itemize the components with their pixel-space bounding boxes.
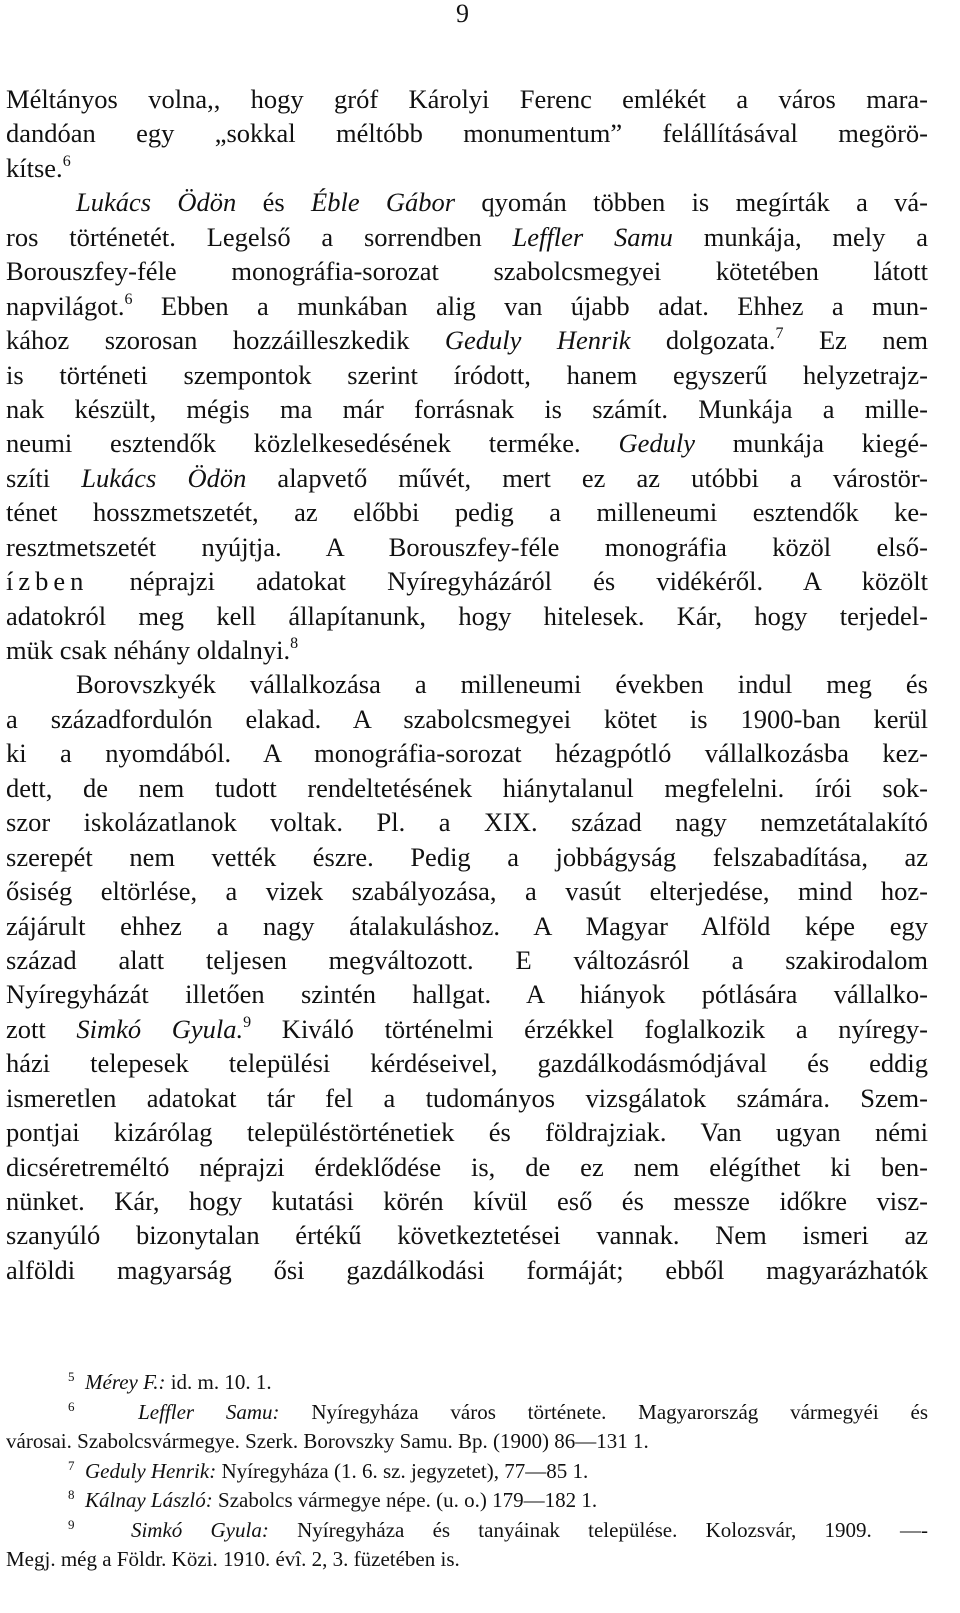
text-line: dicséretreméltó néprajzi érdeklődése is, de ez nem elégíthet ki ben-	[6, 1151, 928, 1182]
footnote-ref-7: 7	[775, 325, 784, 343]
text-line: házi telepesek települési kérdéseivel, gazdálkodásmódjával és eddig	[6, 1048, 928, 1079]
text-run: munkája, mely a	[672, 221, 928, 252]
text-line: dett, de nem tudott rendeltetésének hiánytalanul megfelelni. írói sok-	[6, 772, 928, 803]
author-name: Éble Gábor	[311, 187, 456, 218]
text-line: szanyúló bizonytalan értékű következtetései vannak. Nem ismeri az	[6, 1220, 928, 1251]
text-run: Nyíregyháza város története. Magyarország vármegyéi és	[279, 1399, 929, 1424]
text-run: szíti	[6, 462, 82, 493]
page-number: 9	[456, 0, 469, 28]
text-run: napvilágot.	[6, 290, 125, 321]
text-run: néprajzi adatokat Nyíregyházáról és vidékéről. A közölt	[88, 566, 928, 597]
text-run: Kiváló történelmi érzékkel foglalkozik a nyíregy-	[251, 1013, 928, 1044]
text-run: Szabolcs vármegye népe. (u. o.) 179—182 1.	[212, 1488, 598, 1512]
text-run: qyomán többen is megírták a vá-	[455, 187, 928, 218]
footnote-ref-6: 6	[124, 290, 133, 308]
author-name: Simkó Gyula:	[130, 1517, 269, 1542]
text-run: kához szorosan hozzáilleszkedik	[6, 325, 445, 356]
text-line	[6, 1012, 928, 1046]
text-line: is történeti szempontok szerint íródott, hanem egyszerű helyzetrajz-	[6, 359, 928, 390]
text-line	[6, 289, 928, 323]
author-name: Mérey F.:	[85, 1370, 166, 1394]
footnote-7	[6, 1457, 928, 1487]
text-run: id. m. 10. 1.	[165, 1370, 272, 1394]
text-line: Méltányos volna,, hogy gróf Károlyi Ferenc emlékét a város mara-	[6, 84, 928, 114]
footnote-mark: 7	[68, 1457, 75, 1473]
footnote-mark: 8	[68, 1487, 75, 1502]
text-line: nak készült, mégis ma már forrásnak is számít. Munkája a mille-	[6, 393, 928, 424]
author-name: Geduly Henrik	[444, 325, 631, 356]
footnote-mark: 9	[68, 1516, 75, 1532]
text-line: alföldi magyarság ősi gazdálkodási formáját; ebből magyarázhatók	[6, 1254, 928, 1285]
text-line: ismeretlen adatokat tár fel a tudományos vizsgálatok számára. Szem-	[6, 1082, 928, 1113]
text-run: ros történetét. Legelső a sorrendben	[6, 221, 513, 252]
text-run: dolgozata.	[630, 325, 776, 356]
footnote-mark: 6	[68, 1398, 75, 1414]
footnote-6	[6, 1398, 928, 1428]
author-name: Kálnay László:	[85, 1488, 213, 1512]
text-line	[6, 151, 928, 185]
text-line	[6, 185, 928, 219]
text-run: Ebben a munkában alig van újabb adat. Ehhez a mun-	[132, 290, 928, 321]
text-line: Borouszfey-féle monográfia-sorozat szabolcsmegyei kötetében látott	[6, 256, 928, 287]
text-run: kítse.	[6, 152, 63, 183]
footnote-mark: 5	[68, 1369, 75, 1384]
footnote-6-cont: városai. Szabolcsvármegye. Szerk. Borovszky Samu. Bp. (1900) 86—131 1.	[6, 1429, 649, 1453]
text-line: szor iskolázatlanok voltak. Pl. a XIX. század nagy nemzetátalakító	[6, 807, 928, 838]
author-name: Lukács Ödön	[81, 462, 247, 493]
text-line: Nyíregyházát illetően szintén hallgat. A hiányok pótlására vállalko-	[6, 979, 928, 1010]
text-run: és	[236, 187, 312, 218]
text-line: pontjai kizárólag településtörténetiek és földrajziak. Van ugyan némi	[6, 1117, 928, 1148]
body-text	[6, 82, 928, 1287]
text-line: adatokról meg kell állapítanunk, hogy hitelesek. Kár, hogy terjedel-	[6, 600, 928, 631]
text-line: nünket. Kár, hogy kutatási körén kívül eső és messze időkre visz-	[6, 1186, 928, 1216]
footnote-5	[6, 1368, 928, 1398]
text-line: ki a nyomdából. A monográfia-sorozat hézagpótló vállalkozásba kez-	[6, 738, 928, 769]
footnote-ref-6: 6	[62, 152, 71, 170]
text-run: zott	[6, 1013, 77, 1044]
text-line: zájárult ehhez a nagy átalakuláshoz. A Magyar Alföld képe egy	[6, 910, 928, 941]
footnote-8	[6, 1486, 928, 1516]
text-line	[6, 220, 928, 254]
author-name: Leffler Samu	[512, 221, 673, 252]
text-line: ősiség eltörlése, a vizek szabályozása, a vasút elterjedése, mind hoz-	[6, 876, 928, 907]
text-run: mük csak néhány oldalnyi.	[6, 635, 291, 665]
text-run: Ez nem	[783, 325, 928, 356]
text-run: munkája kiegé-	[694, 428, 928, 459]
footnote-9	[6, 1516, 928, 1546]
text-line: dandóan egy „sokkal méltóbb monumentum” felállításával megörö-	[6, 118, 928, 149]
text-line: ténet hosszmetszetét, az előbbi pedig a milleneumi esztendők ke-	[6, 497, 928, 528]
author-name: Leffler Samu:	[138, 1399, 280, 1424]
text-line	[6, 633, 928, 667]
text-line: szerepét nem vették észre. Pedig a jobbágyság felszabadítása, az	[6, 841, 928, 872]
footnote-9-cont: Megj. még a Földr. Közi. 1910. évî. 2, 3. füzetében is.	[6, 1547, 460, 1571]
author-name: Lukács Ödön	[76, 187, 237, 218]
footnote-ref-8: 8	[290, 635, 299, 652]
text-line	[6, 461, 928, 495]
text-run: alapvető művét, mert ez az utóbbi a várostör-	[246, 462, 928, 493]
text-line: század alatt teljesen megváltozott. E változásról a szakirodalom	[6, 944, 928, 975]
footnote-ref-9: 9	[243, 1013, 252, 1031]
text-line: resztmetszetét nyújtja. A Borouszfey-féle monográfia közöl első-	[6, 531, 928, 562]
footnotes	[6, 1368, 928, 1575]
text-run: Nyíregyháza és tanyáinak települése. Kolozsvár, 1909. —-	[268, 1517, 929, 1542]
text-line	[6, 323, 928, 357]
author-name: Geduly Henrik:	[85, 1458, 217, 1483]
author-name: Geduly	[618, 428, 695, 459]
text-line	[6, 426, 928, 460]
text-run: neumi esztendők közlelkesedésének terméke.	[6, 428, 619, 459]
text-line: a századfordulón elakad. A szabolcsmegyei kötet is 1900-ban kerül	[6, 703, 928, 734]
text-line: Borovszkyék vállalkozása a milleneumi években indul meg és	[76, 669, 928, 700]
text-line	[6, 564, 928, 598]
author-name: Simkó Gyula.	[76, 1013, 244, 1044]
spaced-word: ízben	[6, 566, 89, 597]
text-run: Nyíregyháza (1. 6. sz. jegyzetet), 77—85 1.	[216, 1458, 589, 1483]
